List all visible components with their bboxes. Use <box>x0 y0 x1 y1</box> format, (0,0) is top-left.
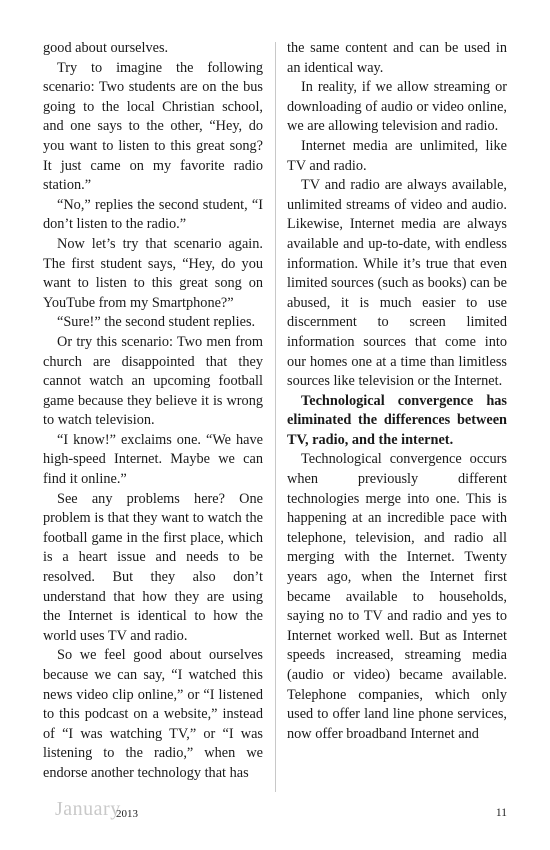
paragraph: See any problems here? One problem is that they want to watch the football game in the first place, which is a heart issue and needs to be resolved. But they also don’t understand that how they are using the Internet is identical to how the world uses TV and radio. <box>43 490 263 644</box>
paragraph: Try to imagine the following scenario: Two students are on the bus going to the local Christian school, and one says to the other, “Hey, do you want to listen to this great song? It just came on my favorite radio station.” <box>43 59 263 194</box>
paragraph: Or try this scenario: Two men from church are disappointed that they cannot watch an upcoming football game because they believe it is wrong to watch television. <box>43 333 263 429</box>
paragraph: “Sure!” the second student replies. <box>57 314 256 331</box>
right-column <box>287 39 507 744</box>
paragraph: Now let’s try that scenario again. The first student says, “Hey, do you want to listen to this great song on YouTube from my Smartphone?” <box>43 235 263 311</box>
page-number: 11 <box>495 807 507 819</box>
paragraph: “No,” replies the second student, “I don’t listen to the radio.” <box>43 196 263 233</box>
paragraph: In reality, if we allow streaming or downloading of audio or video online, we are allowing television and radio. <box>287 79 507 135</box>
paragraph: good about ourselves. <box>43 40 169 56</box>
left-column <box>43 39 263 784</box>
paragraph: TV and radio are always available, unlimited streams of video and audio. Likewise, Internet media are always available and up-to-date, with endless information. While it’s true that even limited sources (such as books) can be abused, it is much easier to use discernment to screen limited information sources that come into our homes one at a time than limitless sources like television or the Internet. <box>287 177 507 390</box>
paragraph: Technological convergence occurs when previously different technologies merge into one. This is happening at an incredible pace with telephone, television, and radio all merging with the Internet. Twenty years ago, when the Internet first became available to households, saying no to TV and radio and yes to Internet worked well. But as Internet speeds increased, streaming media (audio or video) became available. Telephone companies, which only used to offer land line phone services, now offer broadband Internet and <box>287 451 507 742</box>
column-divider <box>275 42 276 792</box>
footer-month: January <box>55 798 121 820</box>
paragraph: “I know!” exclaims one. “We have high-speed Internet. Maybe we can find it online.” <box>43 431 263 488</box>
paragraph: Internet media are unlimited, like TV and radio. <box>287 137 507 174</box>
paragraph: So we feel good about ourselves because we can say, “I watched this news video clip online,” or “I listened to this podcast on a website,” instead of “I was watching TV,” or “I was listening to the radio,” when we endorse another technology that has <box>43 647 263 781</box>
section-heading: Technological convergence has eliminated the differences between TV, radio, and the internet. <box>287 392 507 448</box>
footer-year: 2013 <box>116 808 138 820</box>
paragraph: the same content and can be used in an identical way. <box>287 40 507 76</box>
